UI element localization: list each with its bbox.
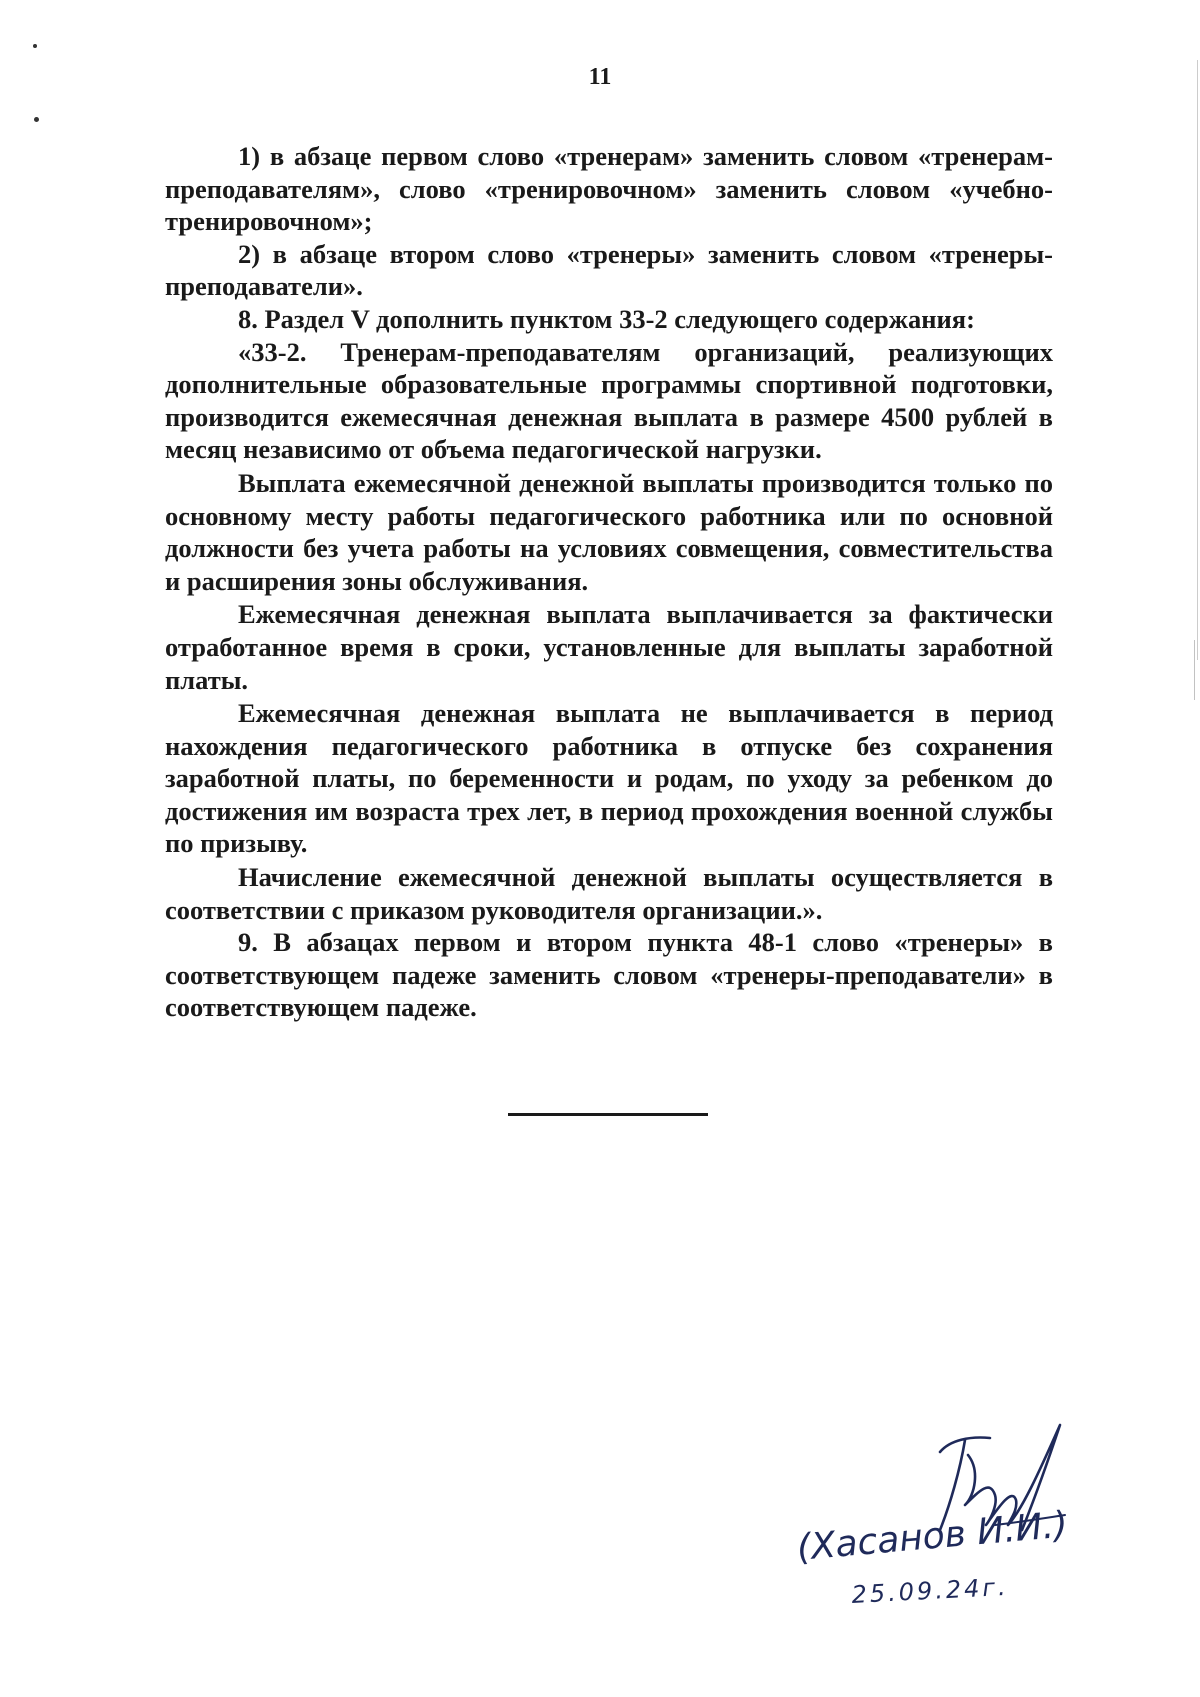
paragraph-payment-time: Ежемесячная денежная выплата выплачивается за фактически отработанное время в сроки, установленные для выплаты заработной платы. <box>165 599 1053 695</box>
handwritten-signature <box>790 1410 1120 1610</box>
signature-date: 25.09.24г. <box>850 1572 1010 1609</box>
signature-drawing <box>790 1410 1120 1610</box>
paragraph-payment-exceptions: Ежемесячная денежная выплата не выплачивается в период нахождения педагогического работника в отпуске без сохранения заработной платы, по беременности и родам, по уходу за ребенком до достижения им возраста трех лет, в период прохождения военной службы по призыву. <box>165 698 1053 859</box>
paragraph-item-2: 2) в абзаце втором слово «тренеры» заменить словом «тренеры-преподаватели». <box>165 238 1053 302</box>
scan-speck <box>33 44 37 48</box>
signature-name: (Хасанов И.И.) <box>795 1504 1070 1569</box>
paragraph-section-8: 8. Раздел V дополнить пунктом 33-2 следующего содержания: <box>238 303 975 334</box>
paragraph-section-9: 9. В абзацах первом и втором пункта 48-1 слово «тренеры» в соответствующем падеже заменить словом «тренеры-преподаватели» в соответствующем падеже. <box>165 927 1053 1023</box>
scan-speck <box>34 117 39 122</box>
document-body <box>165 140 1053 1024</box>
scan-edge-line <box>1194 640 1195 700</box>
paragraph-33-2: «33-2. Тренерам-преподавателям организаций, реализующих дополнительные образовательные программы спортивной подготовки, производится ежемесячная денежная выплата в размере 4500 рублей в месяц независимо от объема педагогической нагрузки. <box>165 336 1053 465</box>
paragraph-payment-place: Выплата ежемесячной денежной выплаты производится только по основному месту работы педагогического работника или по основной должности без учета работы на условиях совмещения, совместительства и расширения зоны обслуживания. <box>165 467 1053 596</box>
scan-edge-line <box>1197 60 1198 660</box>
paragraph-accrual: Начисление ежемесячной денежной выплаты осуществляется в соответствии с приказом руководителя организации.». <box>165 862 1053 925</box>
paragraph-item-1: 1) в абзаце первом слово «тренерам» заменить словом «тренерам-преподавателям», слово «тренировочном» заменить словом «учебно-тренировочном»; <box>165 141 1053 237</box>
page-number: 11 <box>588 64 612 90</box>
end-divider <box>508 1113 708 1116</box>
